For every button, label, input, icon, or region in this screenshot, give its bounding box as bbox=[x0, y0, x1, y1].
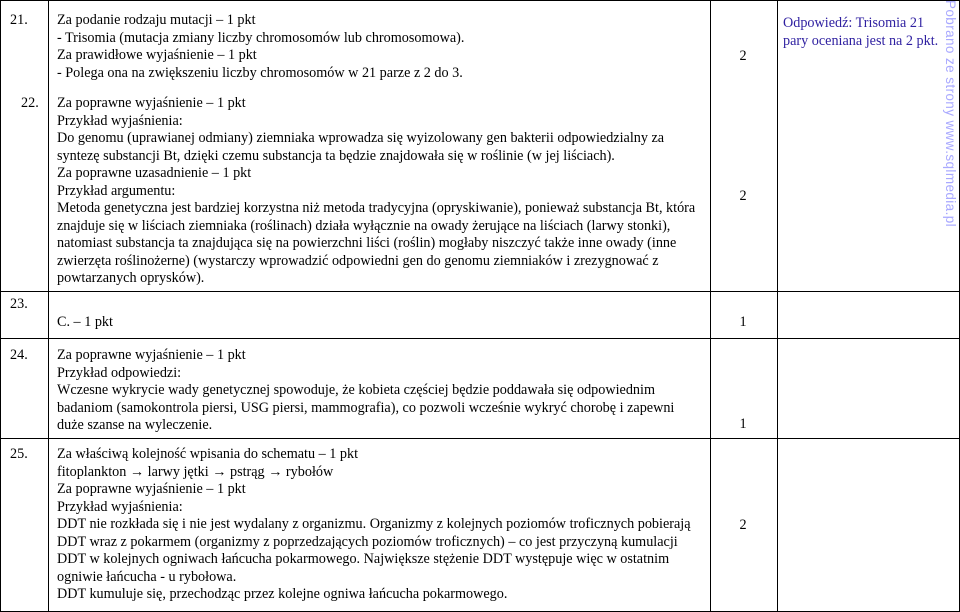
row-25-content bbox=[57, 446, 691, 604]
row-24-content bbox=[57, 347, 674, 435]
text-line: powtarzanych oprysków). bbox=[57, 270, 205, 286]
text-line: Odpowiedź: Trisomia 21 bbox=[783, 15, 925, 31]
text-line: znajduje się w liściach ziemniaka (roślinach) działa wyłącznie na owady żerujące na liściach (larwy stonki), bbox=[57, 217, 671, 234]
text-line: DDT w kolejnych ogniwach łańcucha pokarmowego. Największe stężenie DDT występuje więc w ostatnim bbox=[57, 551, 670, 567]
text-line: syntezę substancji Bt, dzięki czemu substancja ta będzie znajdowała się w roślinie (w jej liściach). bbox=[57, 147, 615, 164]
row-21-content bbox=[57, 12, 464, 82]
row-number-23: 23. bbox=[10, 296, 28, 312]
text-line: Za podanie rodzaju mutacji – 1 pkt bbox=[57, 12, 256, 28]
text-line: Do genomu (uprawianej odmiany) ziemniaka wprowadza się wyizolowany gen bakterii odpowiedzialny za bbox=[57, 130, 665, 146]
text-line: - Trisomia (mutacja zmiany liczby chromosomów lub chromosomowa). bbox=[57, 29, 465, 46]
row-23-answer: C. – 1 pkt bbox=[57, 314, 113, 330]
text-line: Za prawidłowe wyjaśnienie – 1 pkt bbox=[57, 47, 257, 63]
text-line: badaniom (samokontrola piersi, USG piersi, mammografia), co pozwoli wcześnie wykryć chorobę i zapewni bbox=[57, 399, 675, 416]
text-line: DDT nie rozkłada się i nie jest wydalany z organizmu. Organizmy z kolejnych poziomów troficznych pobierają bbox=[57, 516, 691, 532]
text-line: Metoda genetyczna jest bardziej korzystna niż metoda tradycyjna (opryskiwanie), ponieważ substancja Bt, która bbox=[57, 200, 696, 216]
text-line: Przykład wyjaśnienia: bbox=[57, 498, 183, 515]
points-24: 1 bbox=[739, 416, 747, 432]
text-line: natomiast substancja ta znajdująca się na powierzchni liści (roślin) mogłaby niszczyć także inne owady (inne bbox=[57, 235, 677, 251]
text-line: ogniwie łańcucha - u rybołowa. bbox=[57, 568, 237, 585]
points-23: 1 bbox=[739, 314, 747, 330]
watermark bbox=[942, 0, 960, 230]
text-line: - Polega ona na zwiększeniu liczby chromosomów w 21 parze z 2 do 3. bbox=[57, 64, 463, 81]
text-line: DDT wraz z pokarmem (organizmy z poprzedzających poziomów troficznych) – co jest przyczyną kumulacji bbox=[57, 533, 678, 550]
text-line: Za poprawne wyjaśnienie – 1 pkt bbox=[57, 481, 246, 497]
text-line: duże szanse na wyleczenie. bbox=[57, 417, 213, 433]
row-number-21: 21. bbox=[10, 12, 28, 28]
text-line: Za poprawne wyjaśnienie – 1 pkt bbox=[57, 95, 246, 111]
text-line: Za poprawne uzasadnienie – 1 pkt bbox=[57, 165, 252, 181]
row-number-25: 25. bbox=[10, 446, 28, 462]
comment-21 bbox=[783, 14, 938, 50]
watermark-text: Pobrano ze strony www.sqlmedia.pl bbox=[943, 0, 958, 228]
text-line: fitoplankton → larwy jętki → pstrąg → rybołów bbox=[57, 463, 334, 480]
text-line: pary oceniana jest na 2 pkt. bbox=[783, 33, 939, 49]
points-22: 2 bbox=[739, 188, 747, 204]
text-line: Przykład wyjaśnienia: bbox=[57, 112, 183, 129]
text-line: zwierzęta roślinożerne) (wystarczy wprowadzić odpowiedni gen do genomu ziemniaków i zrezygnować z bbox=[57, 252, 659, 269]
points-25: 2 bbox=[739, 517, 747, 533]
text-line: Przykład odpowiedzi: bbox=[57, 364, 182, 381]
row-number-22: 22. bbox=[21, 95, 39, 111]
points-21: 2 bbox=[739, 48, 747, 64]
row-22-content bbox=[57, 95, 695, 288]
text-line: Wczesne wykrycie wady genetycznej spowoduje, że kobieta częściej będzie poddawała się odpowiednim bbox=[57, 382, 655, 398]
row-number-24: 24. bbox=[10, 347, 28, 363]
text-line: Przykład argumentu: bbox=[57, 182, 176, 199]
text-line: Za właściwą kolejność wpisania do schematu – 1 pkt bbox=[57, 446, 359, 462]
text-line: DDT kumuluje się, przechodząc przez kolejne ogniwa łańcucha pokarmowego. bbox=[57, 586, 508, 602]
text-line: Za poprawne wyjaśnienie – 1 pkt bbox=[57, 347, 246, 363]
